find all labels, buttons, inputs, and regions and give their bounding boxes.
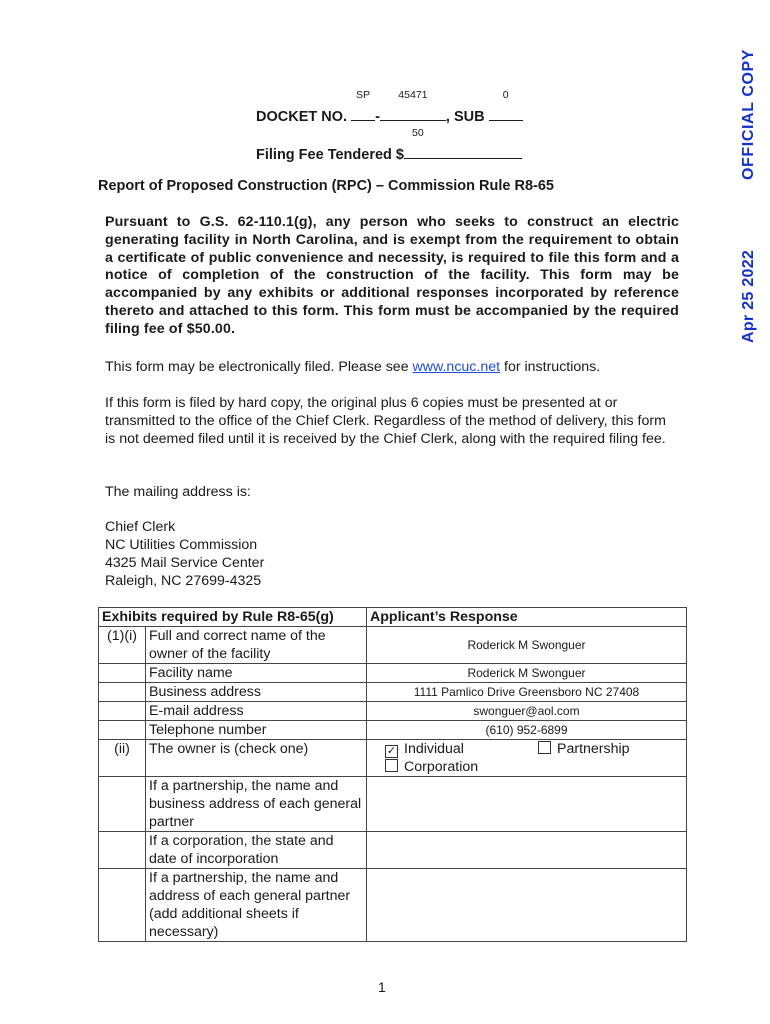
filing-fee-line [256, 127, 522, 163]
row-label: E-mail address [146, 702, 367, 721]
filing-fee-value: 50 [411, 127, 424, 139]
docket-label: DOCKET NO. [256, 109, 348, 125]
intro-paragraph: Pursuant to G.S. 62-110.1(g), any person who seeks to construct an electric generating facility in North Carolina, and is exempt from the requirement to obtain a certificate of public convenience and necessity, is required to file this form and a notice of completion of the construction of the facility. This form may be accompanied by any exhibits or additional responses incorporated by reference thereto and attached to this form. This form must be accompanied by the required filing fee of $50.00. [105, 214, 679, 337]
email-value[interactable]: swonguer@aol.com [367, 702, 687, 721]
sub-value: 0 [502, 89, 509, 101]
row-label: The owner is (check one) [146, 740, 367, 777]
row-number [99, 869, 146, 942]
row-number [99, 664, 146, 683]
table-row [99, 627, 687, 664]
row-label: Facility name [146, 664, 367, 683]
row-label: Full and correct name of the owner of the facility [146, 627, 367, 664]
individual-label: Individual [404, 741, 464, 757]
table-row [99, 721, 687, 740]
row-number [99, 683, 146, 702]
table-row [99, 683, 687, 702]
sub-field [489, 89, 523, 121]
exhibits-table [98, 607, 687, 942]
row-number [99, 777, 146, 832]
form-title: Report of Proposed Construction (RPC) – Commission Rule R8-65 [98, 178, 554, 194]
docket-prefix-value: SP [356, 89, 371, 101]
row-label: If a corporation, the state and date of incorporation [146, 832, 367, 869]
official-copy-text: OFFICIAL COPY [740, 48, 757, 180]
docket-number-value: 45471 [398, 89, 428, 101]
ncuc-link[interactable]: www.ncuc.net [412, 359, 501, 375]
partner-info-value[interactable] [367, 777, 687, 832]
response-header: Applicant’s Response [367, 608, 687, 627]
row-number [99, 702, 146, 721]
efile-text-after: for instructions. [500, 359, 601, 375]
table-row [99, 664, 687, 683]
row-number [99, 832, 146, 869]
owner-type-options [367, 740, 687, 777]
efile-paragraph [105, 358, 680, 376]
address-line: NC Utilities Commission [105, 537, 258, 553]
exhibits-header: Exhibits required by Rule R8-65(g) [99, 608, 367, 627]
table-row [99, 869, 687, 942]
row-number [99, 721, 146, 740]
efile-text-before: This form may be electronically filed. Please see [105, 359, 413, 375]
mailing-intro: The mailing address is: [105, 484, 251, 500]
address-line: Chief Clerk [105, 519, 176, 535]
owner-name-value[interactable]: Roderick M Swonguer [367, 627, 687, 664]
general-partner-value[interactable] [367, 869, 687, 942]
table-row [99, 832, 687, 869]
stamp-date: Apr 25 2022 [740, 249, 757, 343]
incorporation-value[interactable] [367, 832, 687, 869]
table-row [99, 702, 687, 721]
official-copy-stamp [732, 30, 766, 350]
page-number: 1 [378, 979, 386, 995]
table-row [99, 777, 687, 832]
docket-prefix-field [351, 89, 375, 121]
owner-type-row [99, 740, 687, 777]
individual-checkbox[interactable]: ✓ [386, 745, 397, 757]
address-line: Raleigh, NC 27699-4325 [105, 573, 262, 589]
row-label: If a partnership, the name and business address of each general partner [146, 777, 367, 832]
table-header-row [99, 608, 687, 627]
telephone-value[interactable]: (610) 952-6899 [367, 721, 687, 740]
sub-label: SUB [453, 109, 485, 125]
row-number: (1)(i) [99, 627, 146, 664]
row-number: (ii) [99, 740, 146, 777]
partnership-label: Partnership [557, 741, 630, 757]
row-label: Telephone number [146, 721, 367, 740]
mailing-address [105, 518, 680, 590]
filing-fee-field [404, 127, 522, 159]
corporation-label: Corporation [404, 759, 479, 775]
address-line: 4325 Mail Service Center [105, 555, 265, 571]
filing-fee-label: Filing Fee Tendered $ [256, 147, 404, 163]
row-label: If a partnership, the name and address of each general partner (add additional sheets if necessary) [146, 869, 367, 942]
corporation-checkbox[interactable] [385, 759, 398, 772]
row-label: Business address [146, 683, 367, 702]
business-address-value[interactable]: 1111 Pamlico Drive Greensboro NC 27408 [367, 683, 687, 702]
docket-line: DOCKET NO. SP - 45471 , SUB 0 [256, 107, 523, 125]
partnership-checkbox[interactable] [538, 741, 551, 754]
facility-name-value[interactable]: Roderick M Swonguer [367, 664, 687, 683]
hardcopy-paragraph: If this form is filed by hard copy, the original plus 6 copies must be presented at or transmitted to the office of the Chief Clerk. Regardless of the method of delivery, this form is not deemed filed until it is received by the Chief Clerk, along with the required filing fee. [105, 395, 666, 447]
docket-number-field [380, 89, 446, 121]
